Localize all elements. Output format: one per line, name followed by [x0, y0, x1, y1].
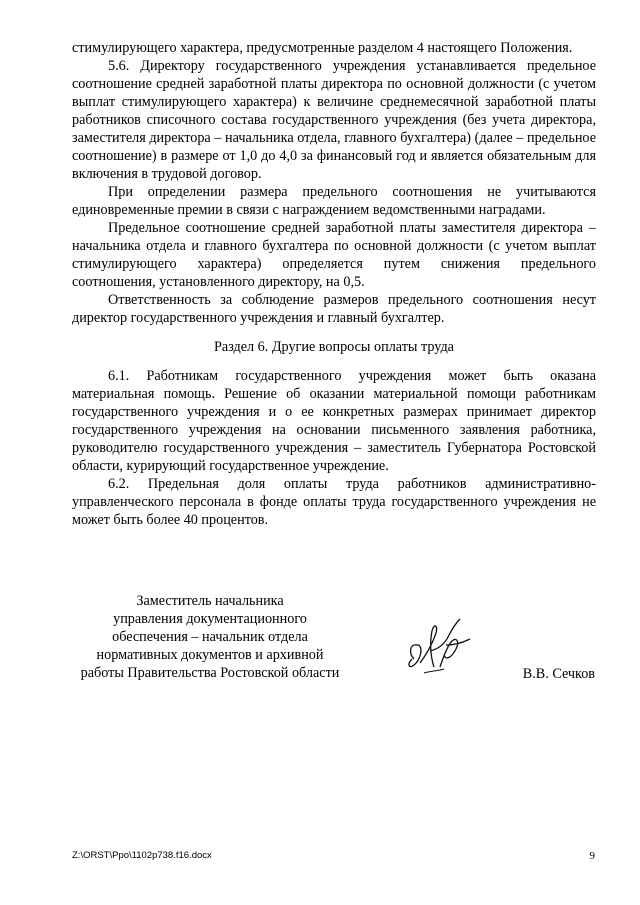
- handwritten-signature: [400, 615, 480, 687]
- paragraph-deputy-ratio: Предельное соотношение средней заработной платы заместителя директора – начальника отдела и главного бухгалтера по основной должности (с учетом выплат стимулирующего характера) определяется путем снижения предельного соотношения, установленного директору, на 0,5.: [72, 220, 596, 290]
- signatory-line-3: обеспечения – начальник отдела: [112, 629, 308, 645]
- paragraph-6-1: 6.1. Работникам государственного учреждения может быть оказана материальная помощь. Решение об оказании материальной помощи работникам государственного учреждения и о ее конкретных размерах принимает директор государственного учреждения на основании письменного заявления работника, руководителю государственного учреждения – заместитель Губернатора Ростовской области, курирующий государственное учреждение.: [72, 368, 596, 474]
- page-number: 9: [589, 850, 595, 862]
- signatory-line-1: Заместитель начальника: [136, 593, 284, 609]
- footer-file-path: Z:\ORST\Ppo\1102p738.f16.docx: [72, 850, 212, 861]
- paragraph-5-6: 5.6. Директору государственного учреждения устанавливается предельное соотношение средней заработной платы директора по основной должности (с учетом выплат стимулирующего характера) к величине среднемесячной заработной платы работников списочного состава государственного учреждения (без учета директора, заместителя директора – начальника отдела, главного бухгалтера) (далее – предельное соотношение) в размере от 1,0 до 4,0 за финансовый год и является обязательным для включения в трудовой договор.: [72, 58, 596, 182]
- section-heading: Раздел 6. Другие вопросы оплаты труда: [214, 339, 454, 355]
- paragraph-6-2: 6.2. Предельная доля оплаты труда работников административно-управленческого персонала в фонде оплаты труда государственного учреждения не может быть более 40 процентов.: [72, 476, 596, 528]
- signatory-line-5: работы Правительства Ростовской области: [80, 665, 340, 681]
- paragraph-continuation: стимулирующего характера, предусмотренные разделом 4 настоящего Положения.: [72, 40, 573, 56]
- signatory-line-4: нормативных документов и архивной: [96, 647, 324, 663]
- document-body: [72, 39, 596, 529]
- signatory-line-2: управления документационного: [113, 611, 307, 627]
- paragraph-responsibility: Ответственность за соблюдение размеров предельного соотношения несут директор государственного учреждения и главный бухгалтер.: [72, 292, 596, 326]
- signatory-name: В.В. Сечков: [522, 666, 595, 682]
- paragraph-premiums: При определении размера предельного соотношения не учитываются единовременные премии в связи с награждением ведомственными наградами.: [72, 184, 596, 218]
- signatory-title: [65, 592, 355, 682]
